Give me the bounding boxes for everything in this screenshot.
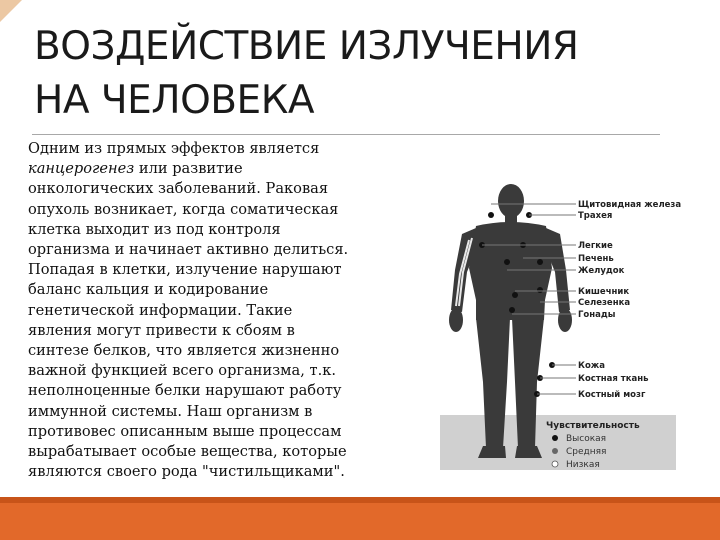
- body-line: явления могут привести к сбоям в: [28, 321, 295, 339]
- legend-marker-low: [552, 461, 558, 467]
- title-divider: [32, 134, 660, 135]
- label-stomach: Желудок: [578, 266, 625, 276]
- body-line: баланс кальция и кодирование: [28, 281, 269, 299]
- body-line: иммунной системы. Наш организм в: [28, 402, 313, 420]
- title-line-1: ВОЗДЕЙСТВИЕ ИЗЛУЧЕНИЯ: [34, 24, 579, 69]
- body-line: противовес описанным выше процессам: [28, 422, 342, 440]
- legend-medium: Средняя: [566, 447, 607, 457]
- body-line-rest: или развитие: [134, 160, 243, 178]
- body-line: Одним из прямых эффектов является: [28, 140, 320, 157]
- label-trachea: Трахея: [578, 211, 613, 221]
- legend-marker-medium: [552, 448, 558, 454]
- label-thyroid: Щитовидная железа: [578, 200, 681, 210]
- slide-title: [34, 20, 674, 128]
- body-line: Попадая в клетки, излучение нарушают: [28, 261, 342, 279]
- body-line: генетической информации. Такие: [28, 301, 293, 319]
- body-line: опухоль возникает, когда соматическая: [28, 200, 339, 218]
- body-line: [28, 159, 384, 179]
- label-lungs: Легкие: [578, 241, 613, 251]
- body-line: синтезе белков, что является жизненно: [28, 342, 340, 360]
- body-line: организма и начинает активно делиться.: [28, 241, 349, 259]
- label-liver: Печень: [578, 254, 614, 264]
- corner-decoration: [0, 0, 22, 22]
- body-paragraph: [28, 139, 384, 482]
- body-line: являются своего рода "чистильщиками".: [28, 463, 345, 481]
- body-line: вырабатывает особые вещества, которые: [28, 443, 347, 461]
- legend-low: Низкая: [566, 460, 600, 470]
- label-spleen: Селезенка: [578, 298, 631, 308]
- label-bone: Костная ткань: [578, 374, 649, 384]
- body-line: клетка выходит из под контроля: [28, 220, 281, 238]
- label-intestine: Кишечник: [578, 287, 630, 297]
- title-line-2: НА ЧЕЛОВЕКА: [34, 78, 315, 123]
- label-marrow: Костный мозг: [578, 390, 646, 400]
- label-gonads: Гонады: [578, 310, 616, 320]
- legend-title: Чувствительность: [546, 421, 640, 431]
- body-line: онкологических заболеваний. Раковая: [28, 180, 329, 198]
- label-skin: Кожа: [578, 361, 605, 371]
- bottom-accent-bar: [0, 497, 720, 540]
- human-body-figure: [436, 182, 681, 480]
- body-line: важной функцией всего организма, т.к.: [28, 362, 336, 380]
- legend-marker-high: [552, 435, 558, 441]
- bottom-bar-edge: [0, 497, 720, 503]
- legend-high: Высокая: [566, 434, 607, 444]
- term-carcinogenesis: канцерогенез: [28, 160, 135, 178]
- body-line: неполноценные белки нарушают работу: [28, 382, 342, 400]
